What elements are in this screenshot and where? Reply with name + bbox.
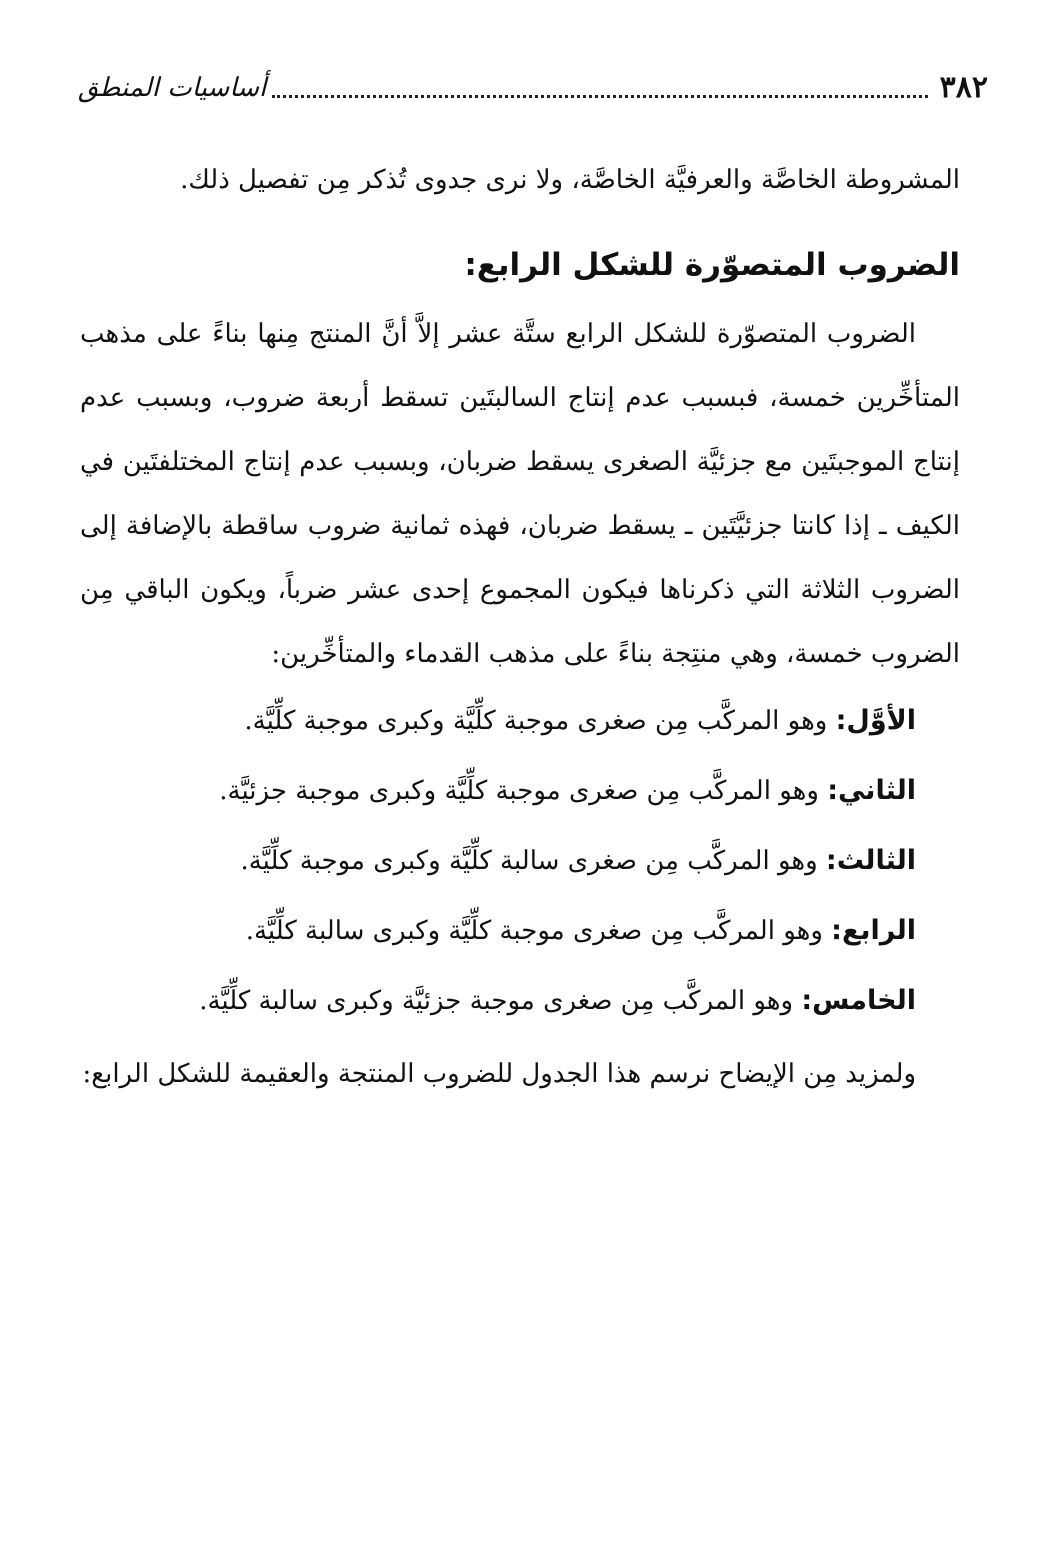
- intro-line: المشروطة الخاصَّة والعرفيَّة الخاصَّة، ولا نرى جدوى تُذكر مِن تفصيل ذلك.: [180, 165, 960, 195]
- list-item: [80, 966, 916, 1036]
- page-number: ٣٨٢: [939, 70, 988, 105]
- list-item: [80, 826, 916, 896]
- section-heading: الضروب المتصوّرة للشكل الرابع:: [464, 247, 960, 283]
- item-text: وهو المركَّب مِن صغرى موجبة كلِّيَّة وكبرى موجبة كلِّيَّة.: [244, 706, 836, 736]
- list-item: [80, 756, 916, 826]
- item-label: الأوَّل:: [835, 705, 916, 736]
- item-label: الثالث:: [825, 845, 916, 876]
- list-item: [80, 686, 916, 756]
- page-header: [78, 62, 988, 108]
- moods-list: [80, 686, 960, 1036]
- header-dot-leader: [272, 94, 927, 98]
- item-text: وهو المركَّب مِن صغرى موجبة جزئيَّة وكبرى سالبة كلِّيَّة.: [199, 986, 802, 1016]
- section-paragraph: الضروب المتصوّرة للشكل الرابع ستَّة عشر إلاَّ أنَّ المنتج مِنها بناءً على مذهب المتأخِّرين خمسة، فبسبب عدم إنتاج السالبتَين تسقط أربعة ضروب، وبسبب عدم إنتاج الموجبتَين مع جزئيَّة الصغرى يسقط ضربان، وبسبب عدم إنتاج المختلفتَين في الكيف ـ إذا كانتا جزئيَّتَين ـ يسقط ضربان، فهذه ثمانية ضروب ساقطة بالإضافة إلى الضروب الثلاثة التي ذكرناها فيكون المجموع إحدى عشر ضرباً، ويكون الباقي مِن الضروب خمسة، وهي منتِجة بناءً على مذهب القدماء والمتأخِّرين:: [80, 319, 960, 669]
- item-label: الخامس:: [801, 985, 916, 1016]
- page-content: [80, 148, 960, 1106]
- running-title: أساسيات المنطق: [78, 73, 267, 103]
- list-item: [80, 896, 916, 966]
- item-text: وهو المركَّب مِن صغرى موجبة كلِّيَّة وكبرى سالبة كلِّيَّة.: [245, 916, 832, 946]
- closing-paragraph: ولمزيد مِن الإيضاح نرسم هذا الجدول للضروب المنتجة والعقيمة للشكل الرابع:: [82, 1059, 916, 1089]
- item-text: وهو المركَّب مِن صغرى سالبة كلِّيَّة وكبرى موجبة كلِّيَّة.: [240, 846, 826, 876]
- item-label: الثاني:: [827, 775, 916, 806]
- item-label: الرابع:: [831, 915, 916, 946]
- item-text: وهو المركَّب مِن صغرى موجبة كلِّيَّة وكبرى موجبة جزئيَّة.: [219, 776, 828, 806]
